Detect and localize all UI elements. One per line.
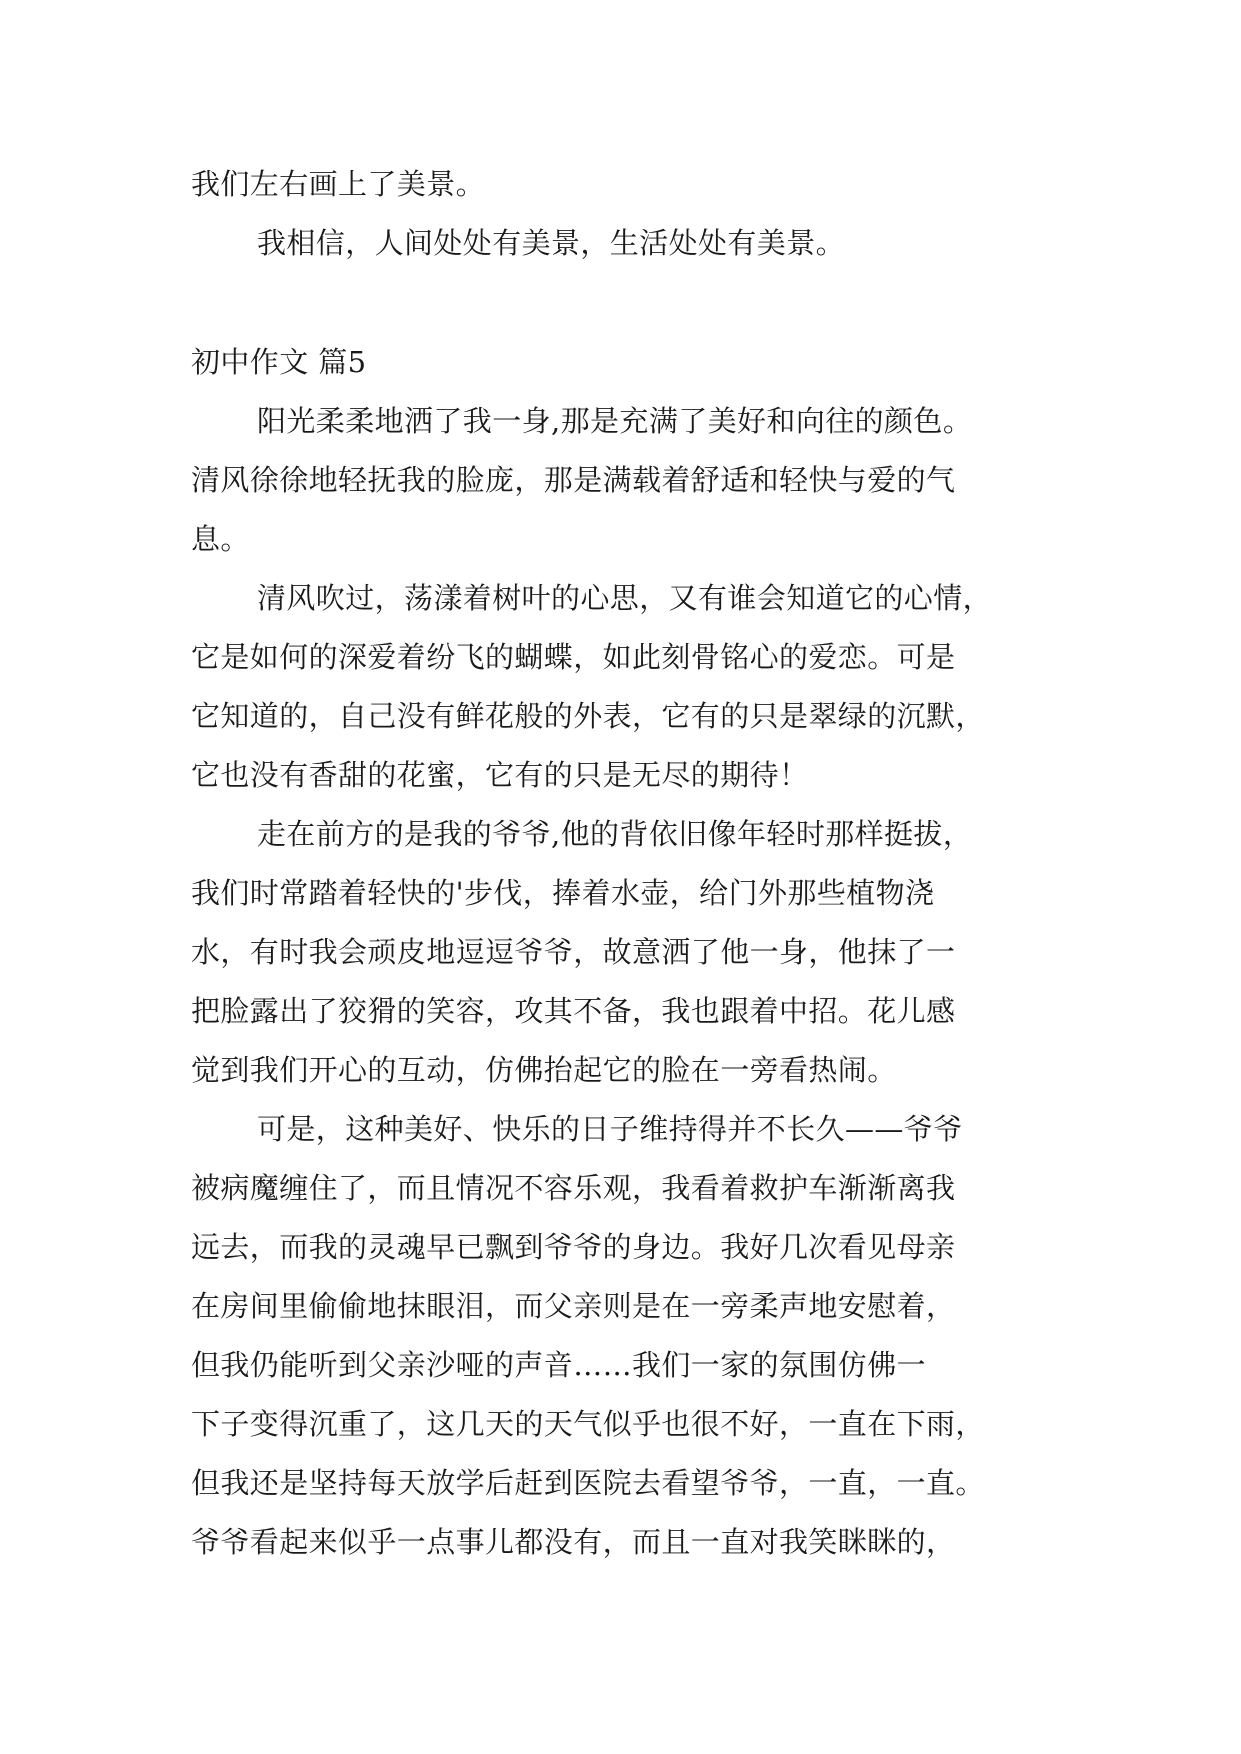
paragraph-line: 清风吹过，荡漾着树叶的心思，又有谁会知道它的心情，: [257, 581, 993, 615]
paragraph-line: 阳光柔柔地洒了我一身,那是充满了美好和向往的颜色。: [257, 404, 973, 438]
paragraph-line: 可是，这种美好、快乐的日子维持得并不长久——爷爷: [257, 1112, 963, 1146]
paragraph-line: 水，有时我会顽皮地逗逗爷爷，故意洒了他一身，他抹了一: [191, 935, 956, 969]
paragraph-line: 远去，而我的灵魂早已飘到爷爷的身边。我好几次看见母亲: [191, 1230, 956, 1264]
paragraph-line: 走在前方的是我的爷爷,他的背依旧像年轻时那样挺拔，: [257, 817, 973, 851]
paragraph-line: 清风徐徐地轻抚我的脸庞，那是满载着舒适和轻快与爱的气: [191, 463, 956, 497]
paragraph-line: 觉到我们开心的互动，仿佛抬起它的脸在一旁看热闹。: [191, 1053, 897, 1087]
paragraph-line: 把脸露出了狡猾的笑容，攻其不备，我也跟着中招。花儿感: [191, 994, 956, 1028]
section-heading: 初中作文 篇5: [191, 345, 367, 379]
paragraph-line: 但我还是坚持每天放学后赶到医院去看望爷爷，一直，一直。: [191, 1466, 985, 1500]
paragraph-line: 爷爷看起来似乎一点事儿都没有，而且一直对我笑眯眯的，: [191, 1525, 956, 1559]
paragraph-line: 它知道的，自己没有鲜花般的外表，它有的只是翠绿的沉默，: [191, 699, 985, 733]
paragraph-line: 在房间里偷偷地抹眼泪，而父亲则是在一旁柔声地安慰着，: [191, 1289, 956, 1323]
paragraph-line: 它也没有香甜的花蜜，它有的只是无尽的期待！: [191, 758, 809, 792]
paragraph-line: 但我仍能听到父亲沙哑的声音……我们一家的氛围仿佛一: [191, 1348, 927, 1382]
paragraph-line: 我相信，人间处处有美景，生活处处有美景。: [257, 226, 846, 260]
paragraph-line: 我们时常踏着轻快的'步伐，捧着水壶，给门外那些植物浇: [191, 876, 935, 910]
paragraph-line: 被病魔缠住了，而且情况不容乐观，我看着救护车渐渐离我: [191, 1171, 956, 1205]
paragraph-line: 下子变得沉重了，这几天的天气似乎也很不好，一直在下雨，: [191, 1407, 985, 1441]
paragraph-line: 我们左右画上了美景。: [191, 167, 486, 201]
paragraph-line: 它是如何的深爱着纷飞的蝴蝶，如此刻骨铭心的爱恋。可是: [191, 640, 956, 674]
paragraph-line: 息。: [191, 522, 250, 556]
